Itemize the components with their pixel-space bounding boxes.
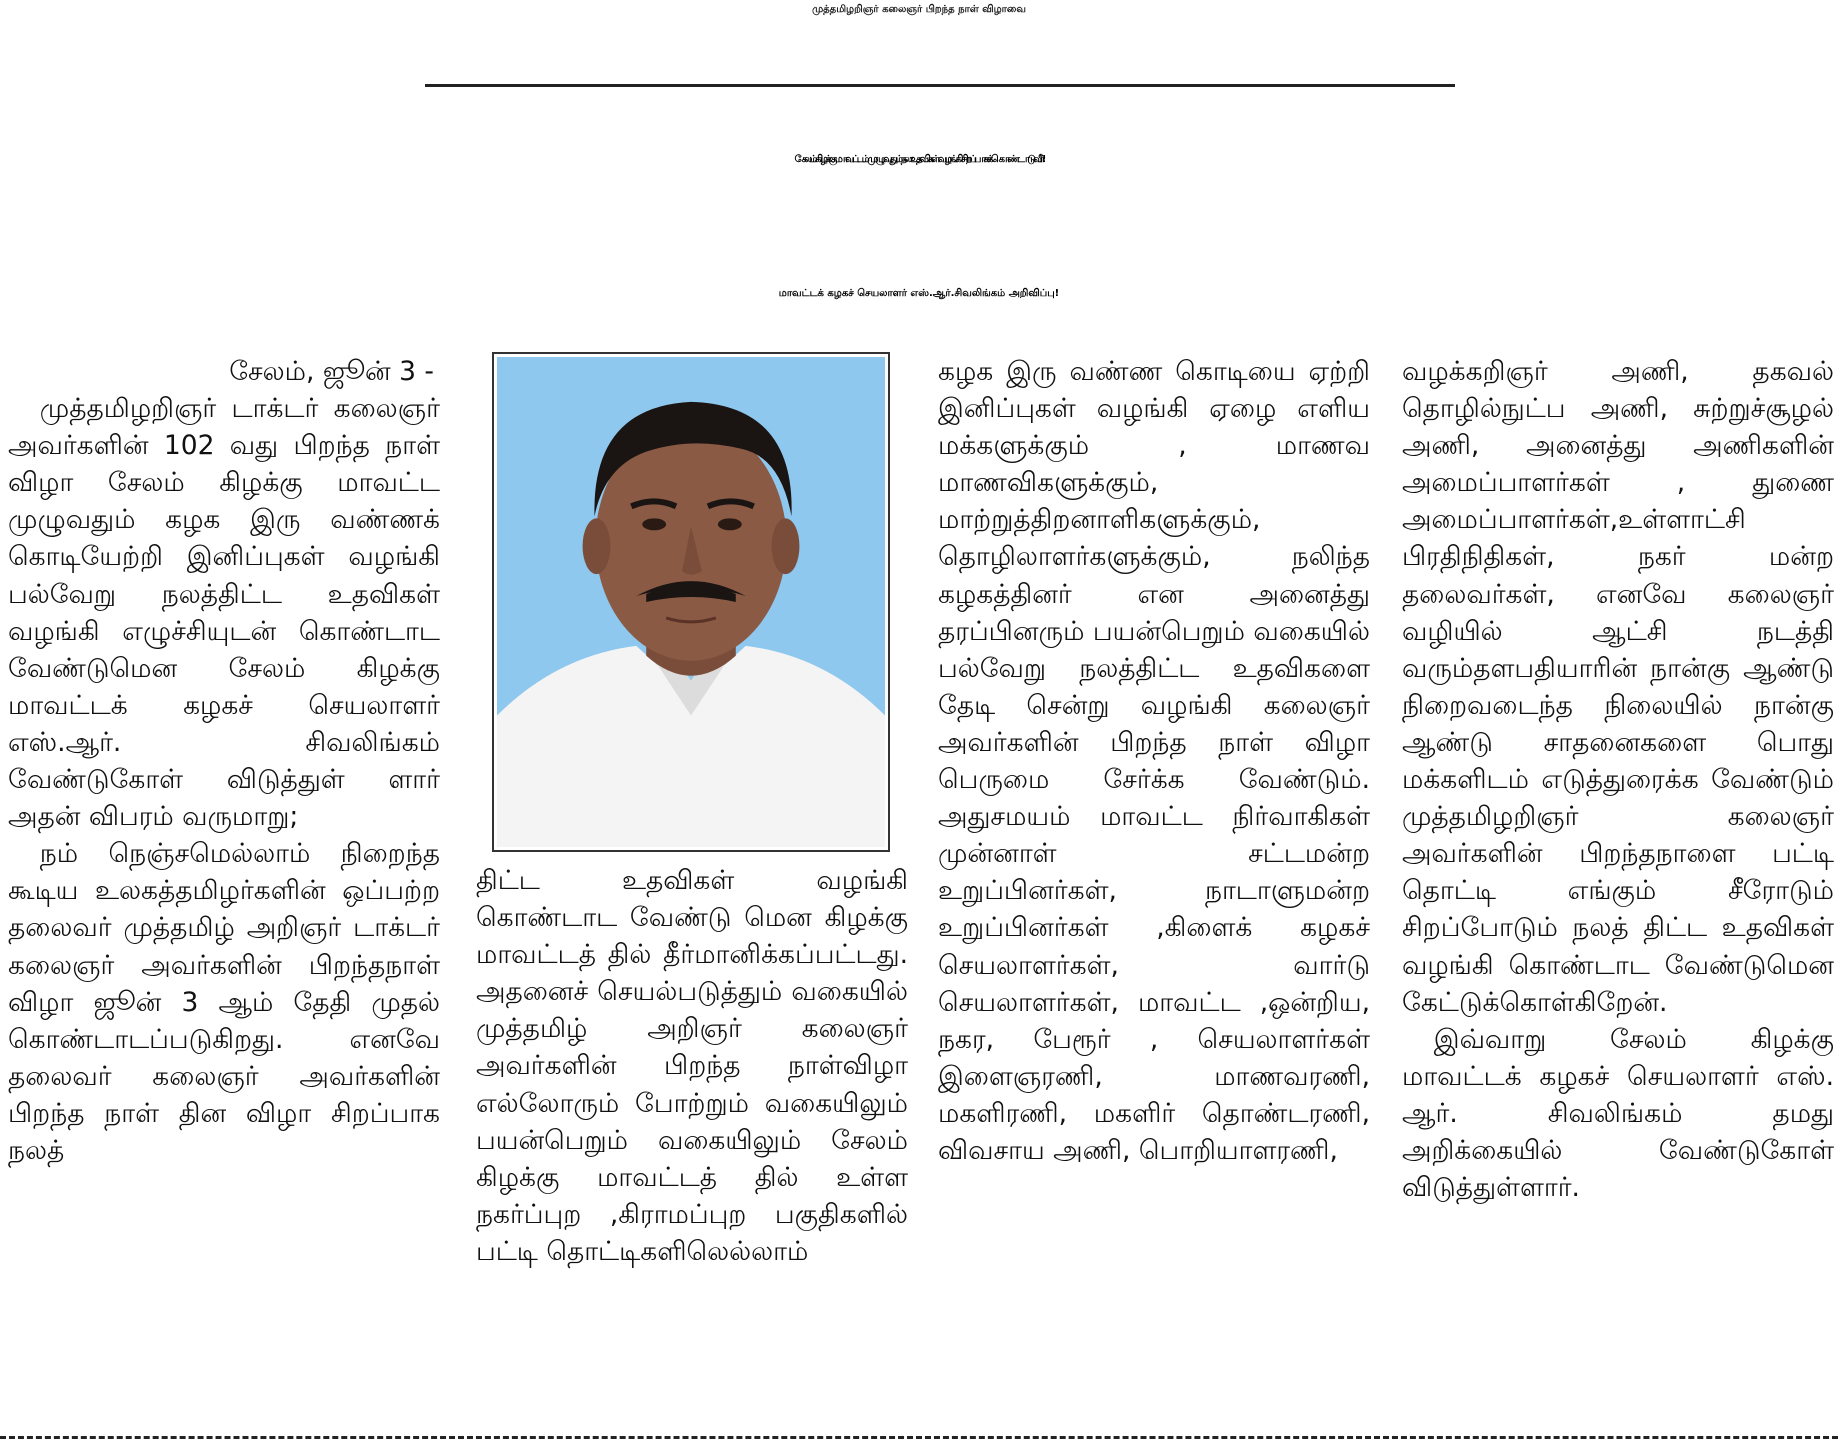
paragraph: கழக இரு வண்ண கொடியை ஏற்றி இனிப்புகள் வழங்கி ஏழை எளிய மக்களுக்கும் , மாணவ மாணவிகளுக்கும், மாற்றுத்திறனாளிகளுக்கும், தொழிலாளர்களுக்கும், நலிந்த கழகத்தினர் என அனைத்து தரப்பினரும் பயன்பெறும் வகையில் பல்வேறு நலத்திட்ட உதவிகளை தேடி சென்று வழங்கி கலைஞர் அவர்களின் பிறந்த நாள் விழா பெருமை சேர்க்க வேண்டும். அதுசமயம் மாவட்ட நிர்வாகிகள் முன்னாள் சட்டமன்ற உறுப்பினர்கள், நாடாளுமன்ற உறுப்பினர்கள் ,கிளைக் கழகச் செயலாளர்கள், வார்டு செயலாளர்கள், மாவட்ட ,ஒன்றிய, நகர, பேரூர் , செயலாளர்கள் இளைஞரணி, மாணவரணி, மகளிரணி, மகளிர் தொண்டரணி, விவசாய அணி, பொறியாளரணி,: [938, 356, 1370, 1166]
paragraph: நம் நெஞ்சமெல்லாம் நிறைந்த கூடிய உலகத்தமிழர்களின் ஒப்பற்ற தலைவர் முத்தமிழ் அறிஞர் டாக்டர் கலைஞர் அவர்களின் பிறந்தநாள் விழா ஜூன் 3 ஆம் தேதி முதல் கொண்டாடப்படுகிறது. எனவே தலைவர் கலைஞர் அவர்களின் பிறந்த நாள் தின விழா சிறப்பாக நலத்: [8, 838, 440, 1166]
article-column-3: [938, 353, 1370, 1169]
kicker-underline: [425, 84, 1455, 87]
paragraph: திட்ட உதவிகள் வழங்கி கொண்டாட வேண்டு மென கிழக்கு மாவட்டத் தில் தீர்மானிக்கப்பட்டது. அதனைச் செயல்படுத்தும் வகையில் முத்தமிழ் அறிஞர் கலைஞர் அவர்களின் பிறந்த நாள்விழா எல்லோரும் போற்றும் வகையிலும் பயன்பெறும் வகையிலும் சேலம் கிழக்கு மாவட்டத் தில் உள்ள நகர்ப்புற ,கிராமப்புற பகுதிகளில் பட்டி தொட்டிகளிலெல்லாம்: [476, 865, 908, 1267]
kicker: முத்தமிழறிஞர் கலைஞர் பிறந்த நாள் விழாவை: [812, 4, 1026, 15]
portrait-photo: [492, 352, 890, 852]
paragraph: இவ்வாறு சேலம் கிழக்கு மாவட்டக் கழகச் செயலாளர் எஸ். ஆர். சிவலிங்கம் தமது அறிக்கையில் வேண்டுகோள் விடுத்துள்ளார்.: [1402, 1023, 1834, 1204]
article-column-4: [1402, 353, 1834, 1206]
article-column-2: [476, 862, 908, 1270]
paragraph: முத்தமிழறிஞர் டாக்டர் கலைஞர் அவர்களின் 102 வது பிறந்த நாள் விழா சேலம் கிழக்கு மாவட்ட முழுவதும் கழக இரு வண்ணக் கொடியேற்றி இனிப்புகள் வழங்கி பல்வேறு நலத்திட்ட உதவிகள் வழங்கி எழுச்சியுடன் கொண்டாட வேண்டுமென சேலம் கிழக்கு மாவட்டக் கழகச் செயலாளர் எஸ்.ஆர். சிவலிங்கம் வேண்டுகோள் விடுத்துள் ளார் அதன் விபரம் வருமாறு;: [8, 393, 440, 833]
article-column-1: [8, 353, 440, 1169]
subheadline: மாவட்டக் கழகச் செயலாளர் எஸ்.ஆர்.சிவலிங்கம் அறிவிப்பு!: [778, 288, 1060, 299]
portrait-image: [497, 357, 885, 847]
headline: சேலம் கிழக்கு மாவட்டம் முழுவதும் நல உதவிகள் வழங்கி சிறப்பாகக் கொண்டாடுவீர்!: [794, 154, 1044, 165]
dateline: சேலம், ஜூன் 3 -: [229, 356, 434, 387]
paragraph: வழக்கறிஞர் அணி, தகவல் தொழில்நுட்ப அணி, சுற்றுச்சூழல் அணி, அனைத்து அணிகளின் அமைப்பாளர்கள் , துணை அமைப்பாளர்கள்,உள்ளாட்சி பிரதிநிதிகள், நகர் மன்ற தலைவர்கள், எனவே கலைஞர் வழியில் ஆட்சி நடத்தி வரும்தளபதியாரின் நான்கு ஆண்டு நிறைவடைந்த நிலையில் நான்கு ஆண்டு சாதனைகளை பொது மக்களிடம் எடுத்துரைக்க வேண்டும் முத்தமிழறிஞர் கலைஞர் அவர்களின் பிறந்தநாளை பட்டி தொட்டி எங்கும் சீரோடும் சிறப்போடும் நலத் திட்ட உதவிகள் வழங்கி கொண்டாட வேண்டுமென கேட்டுக்கொள்கிறேன்.: [1402, 356, 1834, 1018]
bottom-divider: [0, 1436, 1838, 1439]
